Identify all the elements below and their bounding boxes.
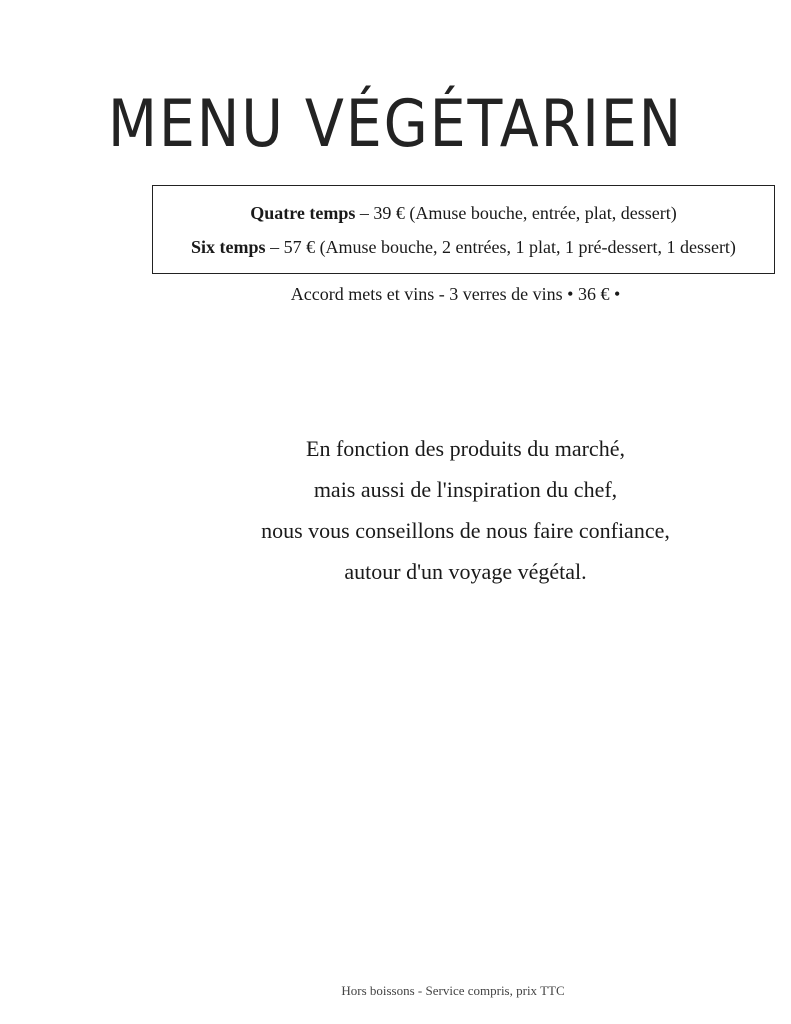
chef-message-line: En fonction des produits du marché, [306, 436, 625, 461]
menu-option-four-courses [153, 202, 774, 224]
menu-option-separator: – [265, 237, 284, 257]
menu-option-price: 39 € [373, 203, 405, 223]
menu-option-name: Quatre temps [250, 203, 356, 223]
menu-option-separator: – [355, 203, 374, 223]
menu-option-price: 57 € [283, 237, 316, 257]
chef-message [0, 428, 791, 592]
chef-message-line: nous vous conseillons de nous faire confiance, [261, 518, 670, 543]
chef-message-line: autour d'un voyage végétal. [344, 559, 587, 584]
wine-pairing: Accord mets et vins - 3 verres de vins • 36 € • [290, 284, 621, 304]
menu-title-text: MENU VÉGÉTARIEN [107, 85, 684, 162]
chef-message-line: mais aussi de l'inspiration du chef, [313, 477, 618, 502]
footer-note: Hors boissons - Service compris, prix TTC [341, 983, 565, 998]
menu-title [32, 85, 760, 162]
price-box [152, 185, 775, 274]
menu-option-details: (Amuse bouche, 2 entrées, 1 plat, 1 pré-dessert, 1 dessert) [315, 237, 736, 257]
menu-option-six-courses [153, 236, 774, 258]
menu-option-details: (Amuse bouche, entrée, plat, dessert) [404, 203, 677, 223]
menu-option-name: Six temps [191, 237, 266, 257]
